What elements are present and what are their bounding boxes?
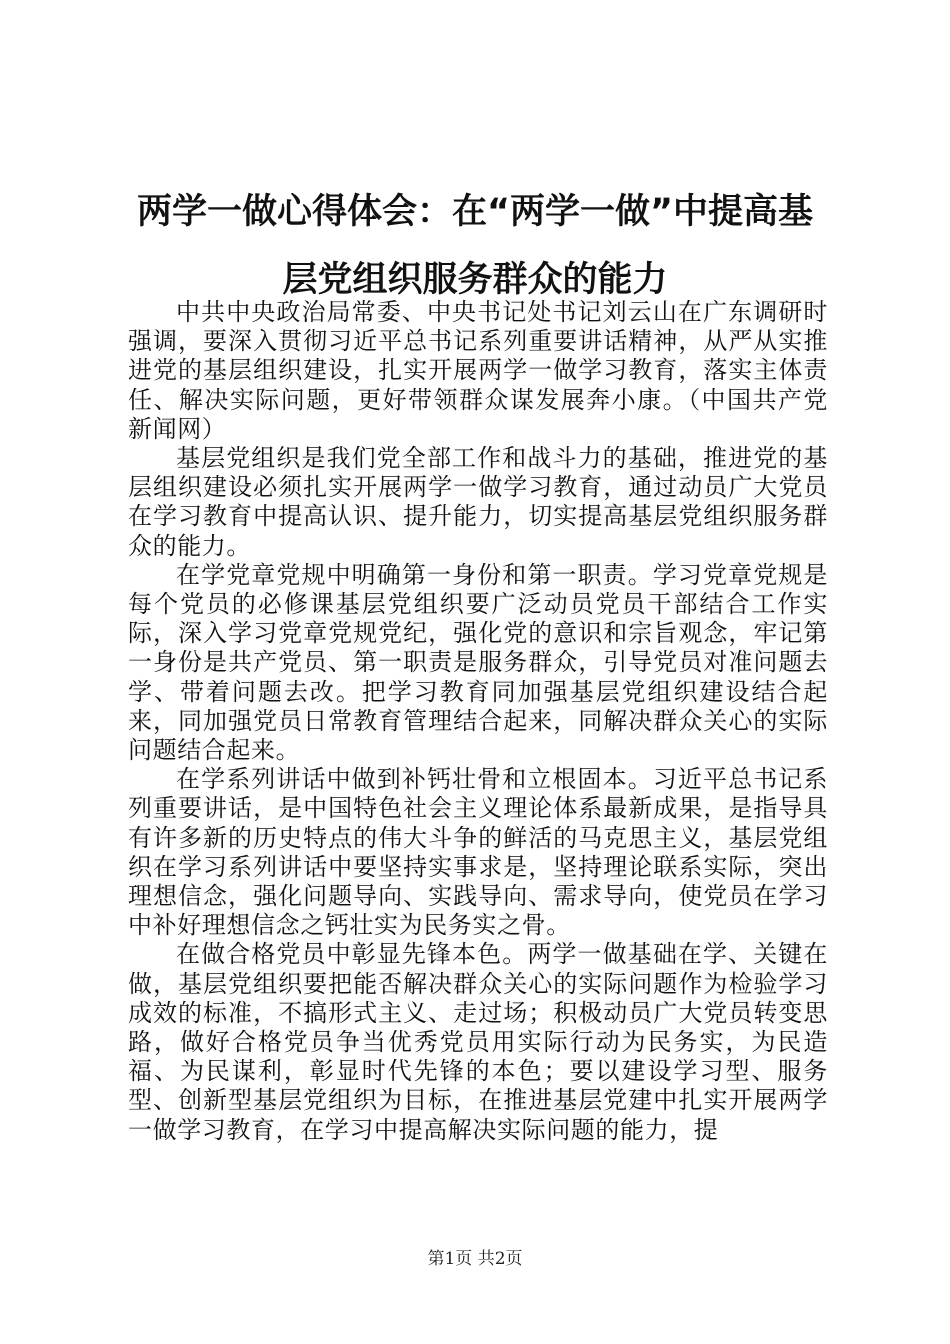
title-line-1: 两学一做心得体会：在“两学一做”中提高基 [136, 192, 813, 232]
title-line-2: 层党组织服务群众的能力 [282, 260, 668, 300]
document-title [110, 178, 840, 314]
paragraph: 在学系列讲话中做到补钙壮骨和立根固本。习近平总书记系列重要讲话，是中国特色社会主义理论体系最新成果，是指导具有许多新的历史特点的伟大斗争的鲜活的马克思主义，基层党组织在学习系列讲话中要坚持实事求是，坚持理论联系实际，突出理想信念，强化问题导向、实践导向、需求导向，使党员在学习中补好理想信念之钙壮实为民务实之骨。 [128, 765, 828, 940]
document-body [128, 298, 828, 1145]
paragraph: 在做合格党员中彰显先锋本色。两学一做基础在学、关键在做，基层党组织要把能否解决群众关心的实际问题作为检验学习成效的标准，不搞形式主义、走过场；积极动员广大党员转变思路，做好合格党员争当优秀党员用实际行动为民务实，为民造福、为民谋利，彰显时代先锋的本色；要以建设学习型、服务型、创新型基层党组织为目标，在推进基层党建中扎实开展两学一做学习教育，在学习中提高解决实际问题的能力，提 [128, 940, 828, 1144]
paragraph: 在学党章党规中明确第一身份和第一职责。学习党章党规是每个党员的必修课基层党组织要广泛动员党员干部结合工作实际，深入学习党章党规党纪，强化党的意识和宗旨观念，牢记第一身份是共产党员、第一职责是服务群众，引导党员对准问题去学、带着问题去改。把学习教育同加强基层党组织建设结合起来，同加强党员日常教育管理结合起来，同解决群众关心的实际问题结合起来。 [128, 560, 828, 765]
paragraph: 中共中央政治局常委、中央书记处书记刘云山在广东调研时强调，要深入贯彻习近平总书记系列重要讲话精神，从严从实推进党的基层组织建设，扎实开展两学一做学习教育，落实主体责任、解决实际问题，更好带领群众谋发展奔小康。（中国共产党新闻网） [128, 298, 828, 443]
paragraph: 基层党组织是我们党全部工作和战斗力的基础，推进党的基层组织建设必须扎实开展两学一做学习教育，通过动员广大党员在学习教育中提高认识、提升能力，切实提高基层党组织服务群众的能力。 [128, 444, 828, 560]
page-number-footer: 第1页 共2页 [427, 1249, 523, 1269]
